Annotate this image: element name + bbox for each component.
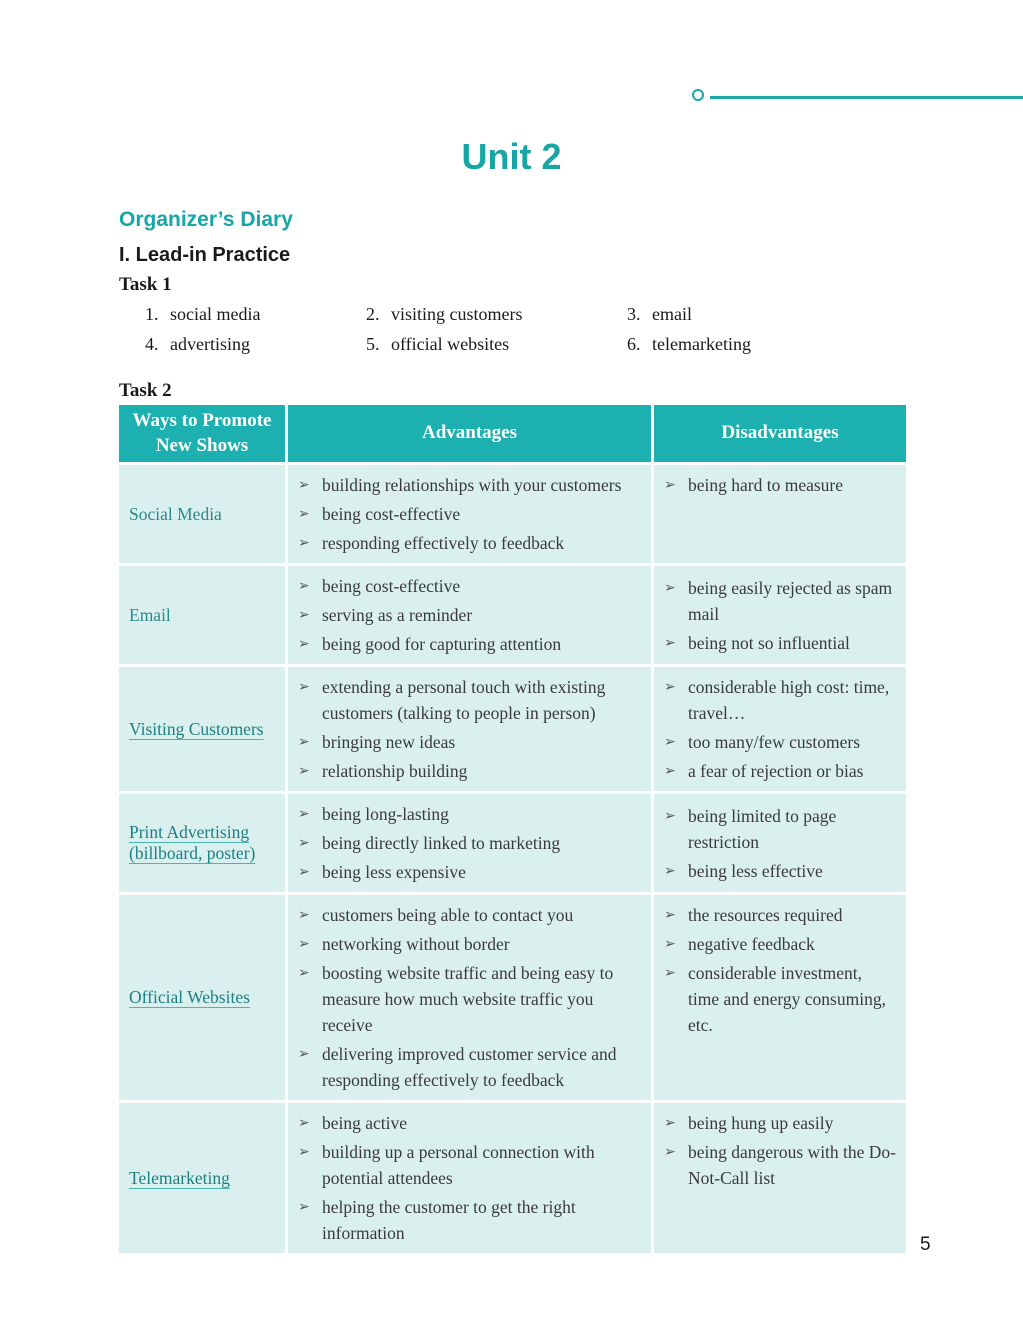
way-cell xyxy=(119,566,288,667)
header-rule xyxy=(690,89,1023,103)
promotion-table xyxy=(119,405,906,1256)
disadvantages-cell xyxy=(654,465,906,566)
list-item: ➢ negative feedback xyxy=(664,931,896,957)
way-cell xyxy=(119,465,288,566)
item-text: email xyxy=(652,304,692,324)
list-item: ➢ being long-lasting xyxy=(298,801,641,827)
item-text: telemarketing xyxy=(652,334,751,354)
way-label: Telemarketing xyxy=(129,1167,230,1188)
list-item: ➢ being hung up easily xyxy=(664,1110,896,1136)
task1-item xyxy=(366,304,523,325)
list-item: ➢ the resources required xyxy=(664,902,896,928)
practice-title: I. Lead-in Practice xyxy=(119,244,291,266)
advantages-cell xyxy=(288,667,654,794)
header-disadvantages: Disadvantages xyxy=(654,405,906,465)
item-text: advertising xyxy=(170,334,250,354)
item-text: social media xyxy=(170,304,261,324)
table-row xyxy=(119,465,906,566)
task1-item xyxy=(627,334,751,355)
task2-label: Task 2 xyxy=(119,380,172,401)
list-item: ➢ being hard to measure xyxy=(664,472,896,498)
table-header-row xyxy=(119,405,906,465)
way-label: Visiting Customers xyxy=(129,718,264,739)
disadvantages-cell xyxy=(654,895,906,1103)
way-cell xyxy=(119,794,288,895)
table-row xyxy=(119,566,906,667)
item-number: 5. xyxy=(366,334,380,354)
item-text: visiting customers xyxy=(391,304,523,324)
way-cell xyxy=(119,667,288,794)
list-item: ➢ customers being able to contact you xyxy=(298,902,641,928)
advantages-cell xyxy=(288,1103,654,1256)
list-item: ➢ being less expensive xyxy=(298,859,641,885)
list-item: ➢ a fear of rejection or bias xyxy=(664,758,896,784)
advantages-cell xyxy=(288,465,654,566)
list-item: ➢ delivering improved customer service and responding effectively to feedback xyxy=(298,1041,641,1093)
list-item: ➢ being limited to page restriction xyxy=(664,803,896,855)
list-item: ➢ responding effectively to feedback xyxy=(298,530,641,556)
section-title: Organizer’s Diary xyxy=(119,208,293,231)
list-item: ➢ building relationships with your customers xyxy=(298,472,641,498)
list-item: ➢ bringing new ideas xyxy=(298,729,641,755)
list-item: ➢ boosting website traffic and being easy to measure how much website traffic you receive xyxy=(298,960,641,1038)
page-number: 5 xyxy=(920,1234,931,1255)
list-item: ➢ relationship building xyxy=(298,758,641,784)
list-item: ➢ helping the customer to get the right information xyxy=(298,1194,641,1246)
way-cell xyxy=(119,895,288,1103)
list-item: ➢ being easily rejected as spam mail xyxy=(664,575,896,627)
task1-item xyxy=(627,304,692,325)
way-label: Print Advertising (billboard, poster) xyxy=(129,822,256,863)
table-row xyxy=(119,895,906,1103)
disadvantages-cell xyxy=(654,1103,906,1256)
item-number: 3. xyxy=(627,304,641,324)
item-number: 1. xyxy=(145,304,159,324)
item-number: 2. xyxy=(366,304,380,324)
table-row xyxy=(119,667,906,794)
way-label: Social Media xyxy=(129,503,222,524)
circle-icon xyxy=(692,89,704,101)
header-advantages: Advantages xyxy=(288,405,654,465)
list-item: ➢ being less effective xyxy=(664,858,896,884)
advantages-cell xyxy=(288,895,654,1103)
list-item: ➢ being cost-effective xyxy=(298,501,641,527)
item-number: 6. xyxy=(627,334,641,354)
advantages-cell xyxy=(288,794,654,895)
list-item: ➢ being good for capturing attention xyxy=(298,631,641,657)
list-item: ➢ being cost-effective xyxy=(298,573,641,599)
way-label: Official Websites xyxy=(129,987,250,1007)
disadvantages-cell xyxy=(654,794,906,895)
list-item: ➢ extending a personal touch with existing customers (talking to people in person) xyxy=(298,674,641,726)
table-row xyxy=(119,1103,906,1256)
list-item: ➢ being not so influential xyxy=(664,630,896,656)
list-item: ➢ being directly linked to marketing xyxy=(298,830,641,856)
list-item: ➢ serving as a reminder xyxy=(298,602,641,628)
task1-item xyxy=(145,334,250,355)
item-number: 4. xyxy=(145,334,159,354)
list-item: ➢ considerable investment, time and energy consuming, etc. xyxy=(664,960,896,1038)
header-ways: Ways to Promote New Shows xyxy=(119,405,288,465)
unit-title: Unit 2 xyxy=(461,136,562,177)
way-cell xyxy=(119,1103,288,1256)
list-item: ➢ networking without border xyxy=(298,931,641,957)
header-line xyxy=(710,96,1023,99)
list-item: ➢ building up a personal connection with potential attendees xyxy=(298,1139,641,1191)
disadvantages-cell xyxy=(654,667,906,794)
advantages-cell xyxy=(288,566,654,667)
way-label: Email xyxy=(129,604,171,625)
table-row xyxy=(119,794,906,895)
list-item: ➢ too many/few customers xyxy=(664,729,896,755)
list-item: ➢ considerable high cost: time, travel… xyxy=(664,674,896,726)
disadvantages-cell xyxy=(654,566,906,667)
list-item: ➢ being active xyxy=(298,1110,641,1136)
list-item: ➢ being dangerous with the Do-Not-Call list xyxy=(664,1139,896,1191)
task1-item xyxy=(366,334,509,355)
task1-item xyxy=(145,304,260,325)
item-text: official websites xyxy=(391,334,510,354)
task1-label: Task 1 xyxy=(119,274,172,295)
